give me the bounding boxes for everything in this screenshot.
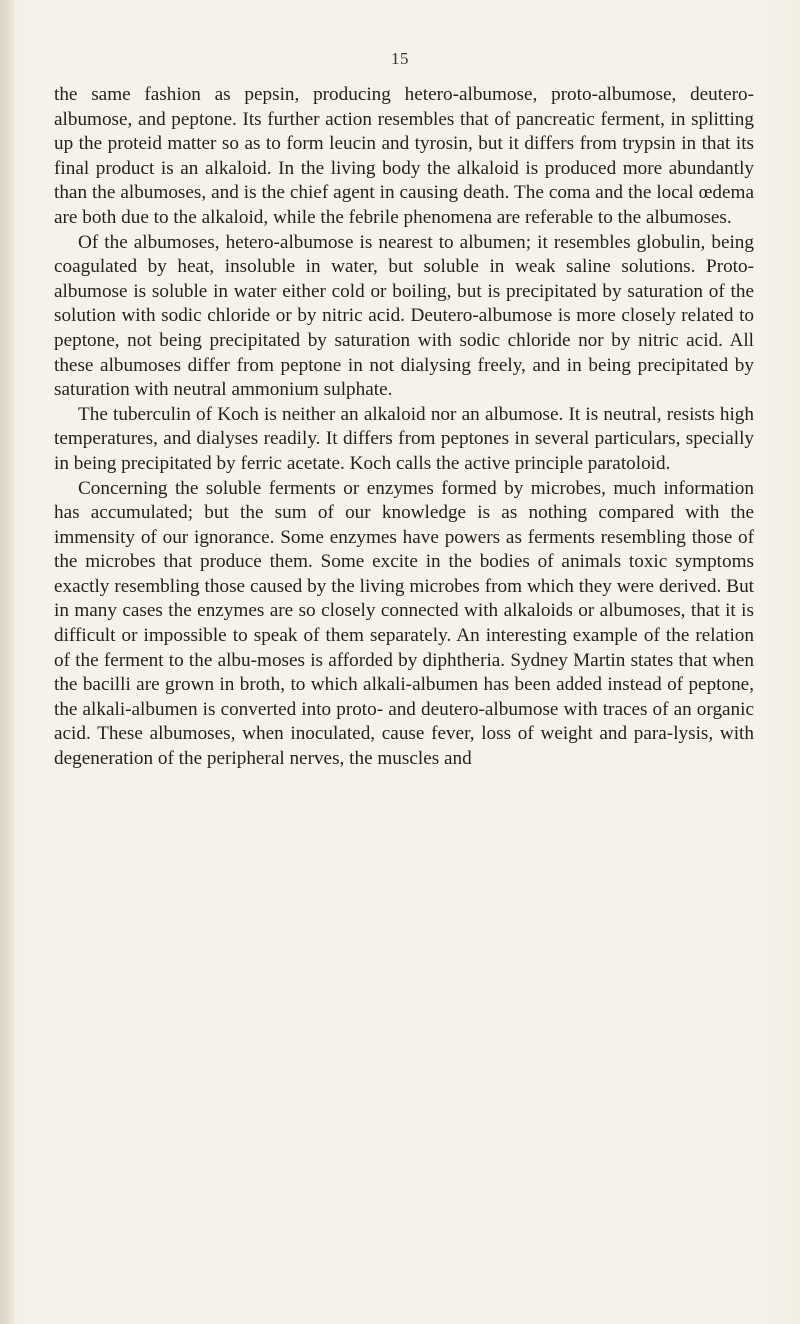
body-text [54, 83, 754, 772]
binding-edge [0, 0, 14, 1324]
paragraph-4: Concerning the soluble ferments or enzymes formed by microbes, much information has accumulated; but the sum of our knowledge is as nothing compared with the immensity of our ignorance. Some enzymes have powers as ferments resembling those of the microbes that produce them. Some excite in the bodies of animals toxic symptoms exactly resembling those caused by the living microbes from which they were derived. But in many cases the enzymes are so closely connected with alkaloids or albumoses, that it is difficult or impossible to speak of them separately. An interesting example of the relation of the ferment to the albu-moses is afforded by diphtheria. Sydney Martin states that when the bacilli are grown in broth, to which alkali-albumen has been added instead of peptone, the alkali-albumen is converted into proto- and deutero-albumose with traces of an organic acid. These albumoses, when inoculated, cause fever, loss of weight and para-lysis, with degeneration of the peripheral nerves, the muscles and [54, 477, 754, 770]
paragraph-2: Of the albumoses, hetero-albumose is nearest to albumen; it resembles globulin, being coagulated by heat, insoluble in water, but soluble in weak saline solutions. Proto-albumose is soluble in water either cold or boiling, but is precipitated by saturation of the solution with sodic chloride or by nitric acid. Deutero-albumose is more closely related to peptone, not being precipitated by saturation with sodic chloride nor by nitric acid. All these albumoses differ from peptone in not dialysing freely, and in being precipitated by saturation with neutral ammonium sulphate. [54, 231, 754, 401]
paragraph-1: the same fashion as pepsin, producing hetero-albumose, proto-albumose, deutero-albumose, and peptone. Its further action resembles that of pancreatic ferment, in splitting up the proteid matter so as to form leucin and tyrosin, but it differs from trypsin in that its final product is an alkaloid. In the living body the alkaloid is produced more abundantly than the albumoses, and is the chief agent in causing death. The coma and the local œdema are both due to the alkaloid, while the febrile phenomena are referable to the albumoses. [54, 84, 754, 228]
paragraph-3: The tuberculin of Koch is neither an alkaloid nor an albumose. It is neutral, resists high temperatures, and dialyses readily. It differs from peptones in several particulars, specially in being precipitated by ferric acetate. Koch calls the active principle paratoloid. [54, 403, 754, 474]
page-number: 15 [391, 49, 409, 68]
